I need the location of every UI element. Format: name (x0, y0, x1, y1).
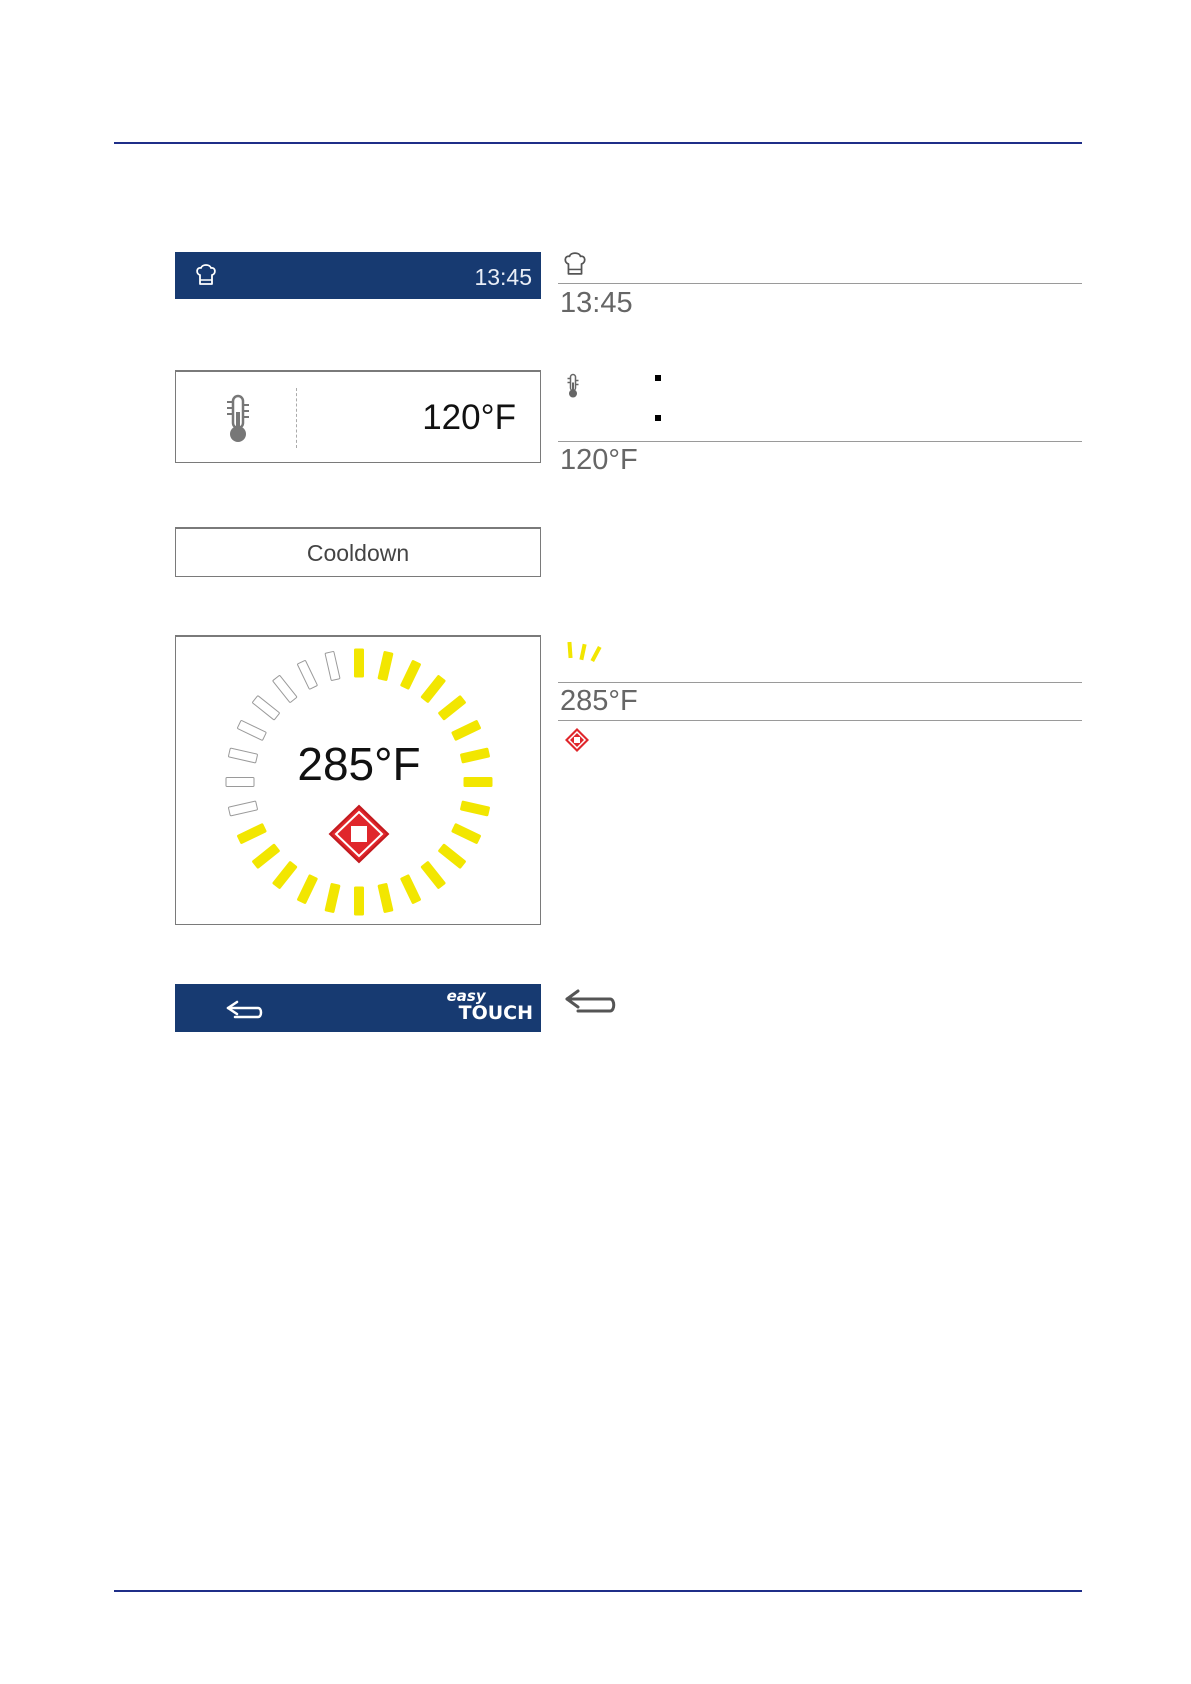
core-temp-value: 120°F (422, 398, 516, 437)
progress-segment-active (378, 883, 393, 912)
legend-separator (558, 720, 1082, 721)
list-bullet (655, 415, 661, 421)
progress-segment-active (421, 861, 445, 889)
footer-rule (114, 1590, 1082, 1592)
progress-segment-inactive (237, 720, 266, 740)
progress-segment-active (252, 844, 280, 868)
progress-segments-icon (565, 640, 605, 669)
back-arrow-icon[interactable] (225, 1000, 263, 1025)
progress-segment-active (297, 875, 317, 904)
legend-separator (558, 283, 1082, 284)
legend-separator (558, 682, 1082, 683)
progress-segment-active (273, 861, 297, 889)
dial-temp-value: 285°F (297, 738, 421, 790)
dial-svg (176, 637, 540, 925)
progress-segment-active (452, 720, 481, 740)
progress-segment-active (378, 651, 393, 680)
thermometer-icon (224, 394, 252, 449)
progress-segment-inactive (325, 651, 340, 680)
stop-icon (564, 727, 590, 758)
legend-cabinet-temp-value: 285°F (560, 685, 638, 717)
progress-segment-inactive (297, 660, 317, 689)
progress-segment-active (355, 887, 364, 915)
progress-segment-active (421, 675, 445, 703)
thermometer-icon (566, 373, 580, 404)
progress-segment-active (438, 696, 466, 720)
progress-segment-active (460, 801, 489, 816)
progress-segment-active (464, 778, 492, 787)
status-bar (175, 252, 541, 299)
legend-separator (558, 441, 1082, 442)
progress-segment-inactive (228, 748, 257, 763)
logo-easy: easy (446, 987, 486, 1005)
legend-time-value: 13:45 (560, 287, 633, 319)
back-arrow-icon (564, 988, 616, 1021)
progress-segment-inactive (252, 696, 280, 720)
logo-touch: TOUCH (458, 1002, 533, 1024)
list-bullet (655, 375, 661, 381)
progress-segment-active (237, 824, 266, 844)
stop-button[interactable] (330, 806, 388, 862)
progress-segment-active (460, 748, 489, 763)
progress-segment-inactive (228, 801, 257, 816)
stop-icon (351, 826, 367, 842)
cooldown-button[interactable]: Cooldown (175, 527, 541, 577)
core-temp-panel[interactable] (175, 370, 541, 463)
cabinet-temp-dial (175, 635, 541, 925)
progress-segment-active (401, 875, 421, 904)
legend-core-temp-value: 120°F (560, 444, 638, 476)
clock-time: 13:45 (474, 264, 532, 290)
progress-segment-inactive (226, 778, 254, 787)
chef-hat-icon (563, 252, 587, 281)
chef-hat-icon[interactable] (195, 264, 217, 291)
progress-segment-active (452, 824, 481, 844)
progress-segment-active (438, 844, 466, 868)
header-rule (114, 142, 1082, 144)
panel-divider (296, 388, 297, 448)
progress-segment-active (325, 883, 340, 912)
progress-segment-active (401, 660, 421, 689)
bottom-bar (175, 984, 541, 1032)
progress-segment-inactive (273, 675, 297, 703)
easytouch-logo (447, 989, 533, 1023)
progress-segment-active (355, 649, 364, 677)
